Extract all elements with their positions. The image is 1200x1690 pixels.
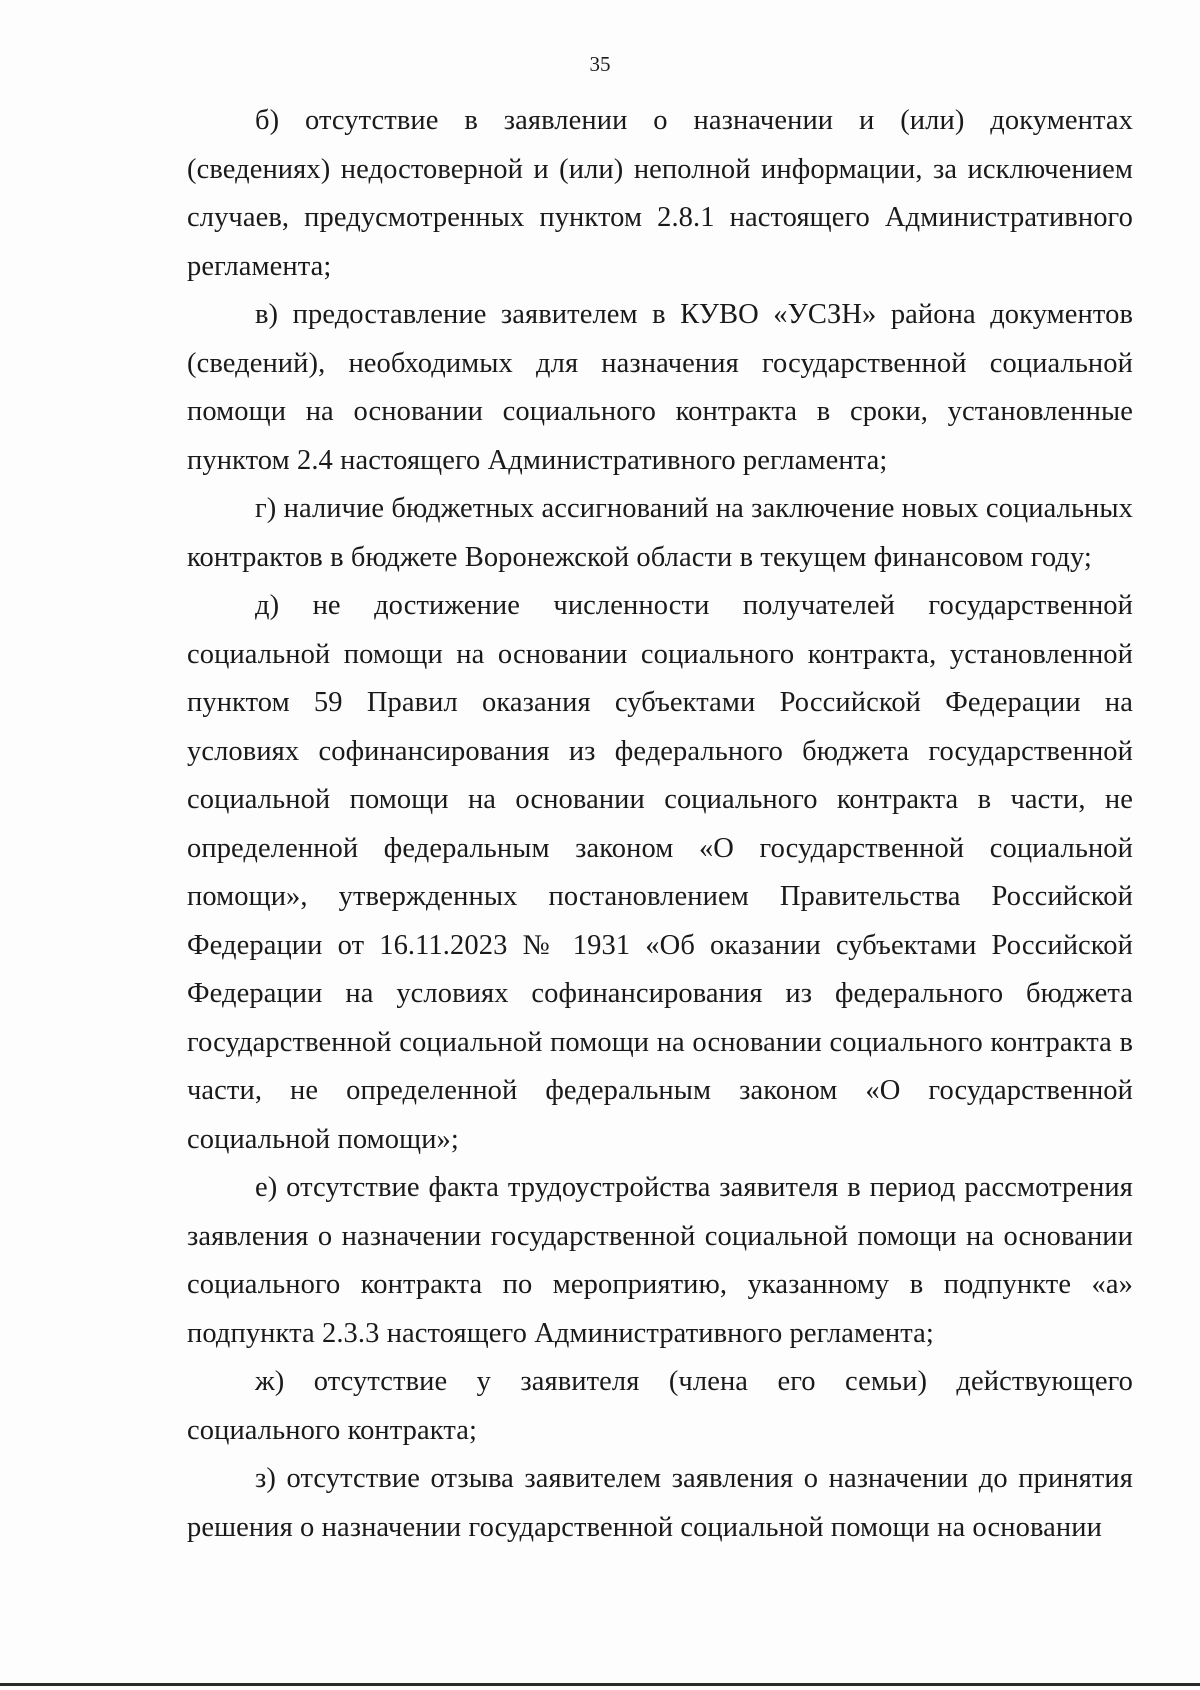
page-number: 35: [589, 52, 611, 76]
paragraph-e: е) отсутствие факта трудоустройства заявителя в период рассмотрения заявления о назначении государственной социальной помощи на основании социального контракта по мероприятию, указанному в подпункте «а» подпункта 2.3.3 настоящего Административного регламента;: [187, 1172, 1133, 1349]
document-body: [187, 97, 1133, 1552]
paragraph-v: в) предоставление заявителем в КУВО «УСЗН» района документов (сведений), необходимых для назначения государственной социальной помощи на основании социального контракта в сроки, установленные пунктом 2.4 настоящего Административного регламента;: [187, 299, 1133, 476]
paragraph-zh: ж) отсутствие у заявителя (члена его семьи) действующего социального контракта;: [187, 1366, 1133, 1446]
paragraph-z: з) отсутствие отзыва заявителем заявления о назначении до принятия решения о назначении государственной социальной помощи на основании: [187, 1463, 1133, 1543]
scan-edge-rule: [0, 1683, 1200, 1686]
paragraph-d: д) не достижение численности получателей государственной социальной помощи на основании социального контракта, установленной пунктом 59 Правил оказания субъектами Российской Федерации на условиях софинансирования из федерального бюджета государственной социальной помощи на основании социального контракта в части, не определенной федеральным законом «О государственной социальной помощи», утвержденных постановлением Правительства Российской Федерации от 16.11.2023 № 1931 «Об оказании субъектами Российской Федерации на условиях софинансирования из федерального бюджета государственной социальной помощи на основании социального контракта в части, не определенной федеральным законом «О государственной социальной помощи»;: [187, 590, 1133, 1155]
paragraph-g: г) наличие бюджетных ассигнований на заключение новых социальных контрактов в бюджете Воронежской области в текущем финансовом году;: [187, 493, 1133, 573]
paragraph-b: б) отсутствие в заявлении о назначении и (или) документах (сведениях) недостоверной и (или) неполной информации, за исключением случаев, предусмотренных пунктом 2.8.1 настоящего Административного регламента;: [187, 105, 1133, 282]
